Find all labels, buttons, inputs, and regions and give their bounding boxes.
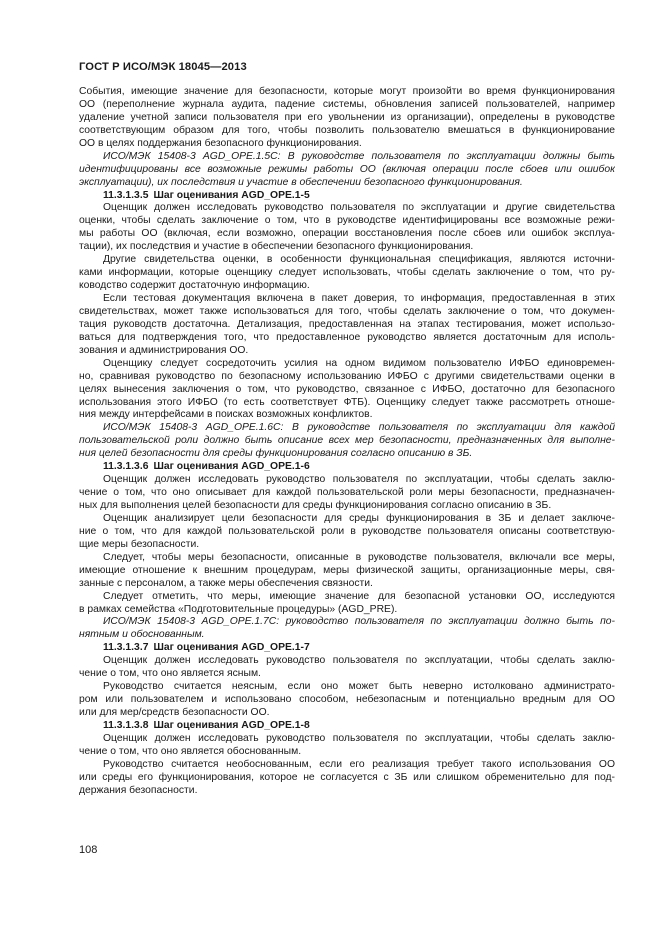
text-line: чение о том, что оно описывает для каждой пользовательской роли меры безопасности, предназначен- (79, 487, 615, 499)
text-line: чение о том, что оно является ясным. (79, 668, 261, 680)
text-line: События, имеющие значение для безопасности, которые могут произойти во время функционирования (79, 86, 615, 97)
text-line: тации), их последствия и участие в обеспечении безопасного функционирования. (79, 241, 474, 253)
body-paragraph (79, 202, 615, 254)
text-line: Оценщик должен исследовать руководство пользователя по эксплуатации, чтобы сделать заклю- (103, 474, 615, 486)
text-line: ОО (переполнение журнала аудита, падение системы, обновления записей пользователей, например (79, 98, 615, 110)
section-number: 11.3.1.3.5 (103, 189, 149, 201)
text-line: свидетельствах, может также использоваться для того, чтобы сделать заключение о том, что докумен- (79, 305, 615, 317)
document-body (79, 86, 615, 798)
text-line: зования и администрирования ОО. (79, 344, 249, 356)
text-line: или для мер/средств безопасности ОО. (79, 707, 270, 719)
text-line: держания безопасности. (79, 784, 198, 796)
text-line: ками информации, которые оценщику следует использовать, чтобы сделать заключение о том, что ру- (79, 267, 615, 279)
text-line: но, сравнивая руководство по безопасному использованию ИФБО с другими свидетельствами оценки в (79, 370, 615, 382)
text-line: Оценщик анализирует цели безопасности для среды функционирования в ЗБ и делает заключе- (103, 512, 615, 524)
body-paragraph (79, 591, 615, 617)
text-line: имеющие отношение к внешним процедурам, меры физической защиты, организационные меры, свя- (79, 564, 615, 576)
body-paragraph (79, 474, 615, 513)
text-line: нятным и обоснованным. (79, 629, 205, 641)
text-line: Оценщик должен исследовать руководство пользователя по эксплуатации, чтобы сделать заклю- (103, 655, 615, 667)
text-line: мы работы ОО (включая, если возможно, операции восстановления после сбоев или ошибок эксплуа- (79, 228, 615, 240)
body-paragraph (79, 254, 615, 293)
body-paragraph (79, 655, 615, 681)
section-title: Шаг оценивания AGD_OPE.1-5 (153, 189, 310, 201)
requirement-paragraph (79, 616, 615, 642)
body-paragraph (79, 358, 615, 423)
text-line: ния между интерфейсами в поисках возможных конфликтов. (79, 409, 373, 421)
text-line: ваться для подтверждения того, что предоставленное руководство является достаточным для исполь- (79, 331, 615, 343)
section-heading (79, 642, 615, 655)
text-line: Если тестовая документация включена в пакет доверия, то информация, предоставленная в этих (103, 293, 615, 305)
text-line: в рамках семейства «Подготовительные процедуры» (AGD_PRE). (79, 603, 398, 615)
section-number: 11.3.1.3.7 (103, 642, 149, 654)
section-title: Шаг оценивания AGD_OPE.1-7 (153, 642, 310, 654)
text-line: ководство содержит достаточную информацию. (79, 280, 310, 292)
section-title: Шаг оценивания AGD_OPE.1-6 (153, 461, 310, 473)
text-line: ОО в целях поддержания безопасного функционирования. (79, 137, 362, 149)
text-line: Следует, чтобы меры безопасности, описанные в руководстве пользователя, включали все меры, (103, 551, 615, 563)
text-line: тация руководств достаточна. Детализация, предоставленная на этапах тестирования, может использо- (79, 318, 615, 330)
text-line: ИСО/МЭК 15408-3 AGD_OPE.1.5C: В руководстве пользователя по эксплуатации должны быть (103, 150, 615, 162)
text-line: ИСО/МЭК 15408-3 AGD_OPE.1.7C: руководство пользователя по эксплуатации должно быть по- (103, 616, 615, 628)
text-line: целях вынесения заключения о том, что руководство, связанное с ИФБО, достаточно для безопасного (79, 383, 615, 395)
text-line: Оценщику следует сосредоточить усилия на одном видимом пользователю ИФБО единовремен- (103, 357, 615, 369)
text-line: Другие свидетельства оценки, в особенности функциональная спецификация, являются источни- (103, 254, 615, 266)
text-line: Следует отметить, что меры, имеющие значение для безопасной установки ОО, исследуются (103, 590, 615, 602)
section-title: Шаг оценивания AGD_OPE.1-8 (153, 719, 310, 731)
page-number: 108 (79, 844, 98, 856)
text-line: щие меры безопасности. (79, 538, 200, 550)
text-line: Руководство считается необоснованным, если его реализация требует такого использования ОО (103, 758, 615, 770)
text-line: или среды его функционирования, которое не согласуется с ЗБ или слишком обременительно для под- (79, 771, 615, 783)
text-line: занные с персоналом, а также меры обеспечения связности. (79, 577, 373, 589)
text-line: Оценщик должен исследовать руководство пользователя по эксплуатации, чтобы сделать заклю- (103, 732, 615, 744)
section-heading (79, 720, 615, 733)
requirement-paragraph (79, 422, 615, 461)
text-line: ных для выполнения целей безопасности для среды функционирования согласно описанию в ЗБ. (79, 500, 552, 512)
body-paragraph (79, 513, 615, 552)
body-paragraph (79, 681, 615, 720)
body-paragraph (79, 552, 615, 591)
body-paragraph (79, 86, 615, 151)
text-line: удаление учетной записи пользователя при его увольнении из организации), определены в руководстве (79, 111, 615, 123)
text-line: эксплуатации), их последствия и участие в обеспечении безопасного функционирования. (79, 176, 523, 188)
text-line: использования этого ИФБО (то есть соответствует ФТБ). Оценщику следует также рассмотреть отноше- (79, 396, 615, 408)
text-line: чение о том, что оно является обоснованным. (79, 745, 302, 757)
text-line: Руководство считается неясным, если оно может быть неверно истолковано администрато- (103, 681, 615, 693)
text-line: ния целей безопасности для среды функционирования согласно описанию в ЗБ. (79, 448, 473, 460)
body-paragraph (79, 733, 615, 759)
section-heading (79, 461, 615, 474)
text-line: идентифицированы все возможные режимы работы ОО (включая операции после сбоев или ошибок (79, 163, 615, 175)
section-number: 11.3.1.3.8 (103, 719, 149, 731)
document-header: ГОСТ Р ИСО/МЭК 18045—2013 (79, 61, 247, 73)
text-line: ром или пользователем и использовано способом, небезопасным и потенциально вредным для ОО (79, 694, 615, 706)
requirement-paragraph (79, 151, 615, 190)
text-line: оценки, чтобы сделать заключение о том, что в руководстве идентифицированы все возможные режи- (79, 215, 615, 227)
text-line: ИСО/МЭК 15408-3 AGD_OPE.1.6C: В руководстве пользователя по эксплуатации для каждой (103, 422, 615, 434)
text-line: Оценщик должен исследовать руководство пользователя по эксплуатации и другие свидетельства (103, 202, 615, 214)
body-paragraph (79, 293, 615, 358)
text-line: ние о том, что для каждой пользовательской роли в руководстве пользователя описаны соответствую- (79, 525, 615, 537)
section-heading (79, 190, 615, 203)
body-paragraph (79, 759, 615, 798)
text-line: пользовательской роли должно быть описание всех мер безопасности, предназначенных для выполне- (79, 435, 615, 447)
section-number: 11.3.1.3.6 (103, 461, 149, 473)
text-line: соответствующим образом для того, чтобы позволить пользователю вмешаться в функционирование (79, 124, 615, 136)
